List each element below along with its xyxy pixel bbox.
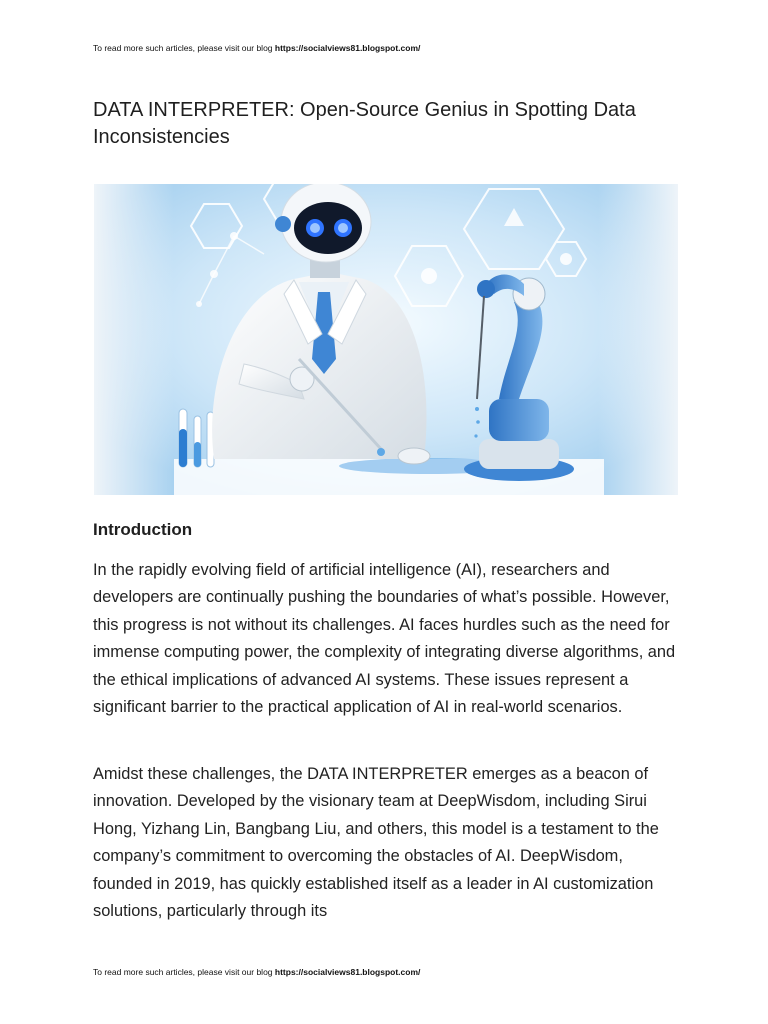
section-heading-introduction: Introduction bbox=[93, 520, 193, 539]
header-blog-note bbox=[93, 43, 420, 53]
header-note-text: To read more such articles, please visit our blog bbox=[93, 43, 275, 53]
robot-scientist-illustration-icon bbox=[94, 184, 678, 495]
footer-note-text: To read more such articles, please visit our blog bbox=[93, 967, 275, 977]
hero-image bbox=[94, 184, 678, 495]
footer-blog-note bbox=[93, 967, 420, 977]
paragraph-intro-1: In the rapidly evolving field of artificial intelligence (AI), researchers and developers are continually pushing the boundaries of what’s possible. However, this progress is not without its challenges. AI faces hurdles such as the need for immense computing power, the complexity of integrating diverse algorithms, and the ethical implications of advanced AI systems. These issues represent a significant barrier to the practical application of AI in real-world scenarios. bbox=[93, 561, 676, 717]
header-blog-link[interactable]: https://socialviews81.blogspot.com/ bbox=[274, 43, 421, 53]
footer-blog-link[interactable]: https://socialviews81.blogspot.com/ bbox=[274, 967, 421, 977]
paragraph-intro-2: Amidst these challenges, the DATA INTERPRETER emerges as a beacon of innovation. Developed by the visionary team at DeepWisdom, including Sirui Hong, Yizhang Lin, Bangbang Liu, and others, this model is a testament to the company’s commitment to overcoming the obstacles of AI. DeepWisdom, founded in 2019, has quickly established itself as a leader in AI customization solutions, particularly through its bbox=[93, 765, 659, 921]
article-title: DATA INTERPRETER: Open-Source Genius in Spotting Data Inconsistencies bbox=[93, 99, 636, 148]
